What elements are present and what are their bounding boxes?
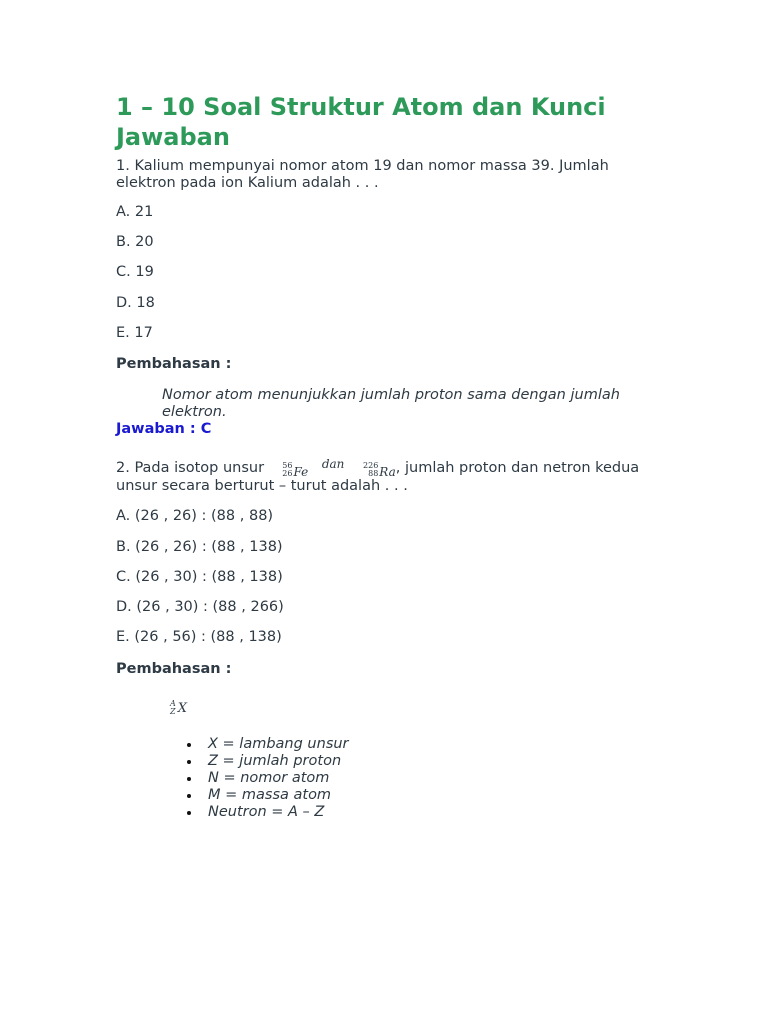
q1-option-d: D. 18 — [116, 295, 155, 311]
q1-discussion-label: Pembahasan : — [116, 356, 232, 372]
q2-option-d: D. (26 , 30) : (88 , 266) — [116, 599, 284, 615]
definition-list — [186, 736, 656, 821]
fe-nuclide — [282, 462, 308, 478]
q2-option-c: C. (26 , 30) : (88 , 138) — [116, 569, 283, 585]
formula-symbol: X — [177, 700, 188, 716]
q2-question — [116, 458, 656, 495]
q1-option-c: C. 19 — [116, 264, 154, 280]
formula-mass: A — [170, 699, 176, 708]
q1-question: 1. Kalium mempunyai nomor atom 19 dan nomor massa 39. Jumlah elektron pada ion Kalium adalah . . . — [116, 158, 609, 191]
q1-option-b: B. 20 — [116, 234, 154, 250]
q1-option-a: A. 21 — [116, 204, 154, 220]
fe-symbol: Fe — [293, 465, 309, 479]
ra-atomic-number: 88 — [368, 469, 379, 478]
list-item: Neutron = A – Z — [186, 804, 656, 821]
q2-discussion-label: Pembahasan : — [116, 661, 232, 677]
list-item: N = nomor atom — [186, 770, 656, 787]
fe-atomic-number: 26 — [282, 469, 293, 478]
ra-nuclide — [363, 462, 396, 478]
ra-symbol: Ra — [379, 465, 396, 479]
q2-option-b: B. (26 , 26) : (88 , 138) — [116, 539, 283, 555]
q2-option-a: A. (26 , 26) : (88 , 88) — [116, 508, 274, 524]
q2-option-e: E. (26 , 56) : (88 , 138) — [116, 629, 282, 645]
q2-question-suffix: , jumlah proton dan netron kedua unsur secara berturut – turut adalah . . . — [116, 460, 640, 494]
dan-label: dan — [321, 457, 345, 471]
q2-question-prefix: 2. Pada isotop unsur — [116, 460, 265, 476]
list-item: M = massa atom — [186, 787, 656, 804]
nuclide-formula — [116, 691, 656, 716]
document-page — [116, 92, 656, 821]
page-title: 1 – 10 Soal Struktur Atom dan Kunci Jawaban — [116, 93, 606, 151]
formula-atomic: Z — [170, 707, 176, 716]
q1-discussion-text: Nomor atom menunjukkan jumlah proton sama dengan jumlah elektron. — [162, 387, 620, 420]
list-item: X = lambang unsur — [186, 736, 656, 753]
fe-mass-number: 56 — [282, 461, 293, 470]
q1-option-e: E. 17 — [116, 325, 153, 341]
formula-notation — [170, 700, 187, 716]
list-item: Z = jumlah proton — [186, 753, 656, 770]
ra-mass-number: 226 — [363, 461, 379, 470]
q1-answer: Jawaban : C — [116, 421, 212, 437]
